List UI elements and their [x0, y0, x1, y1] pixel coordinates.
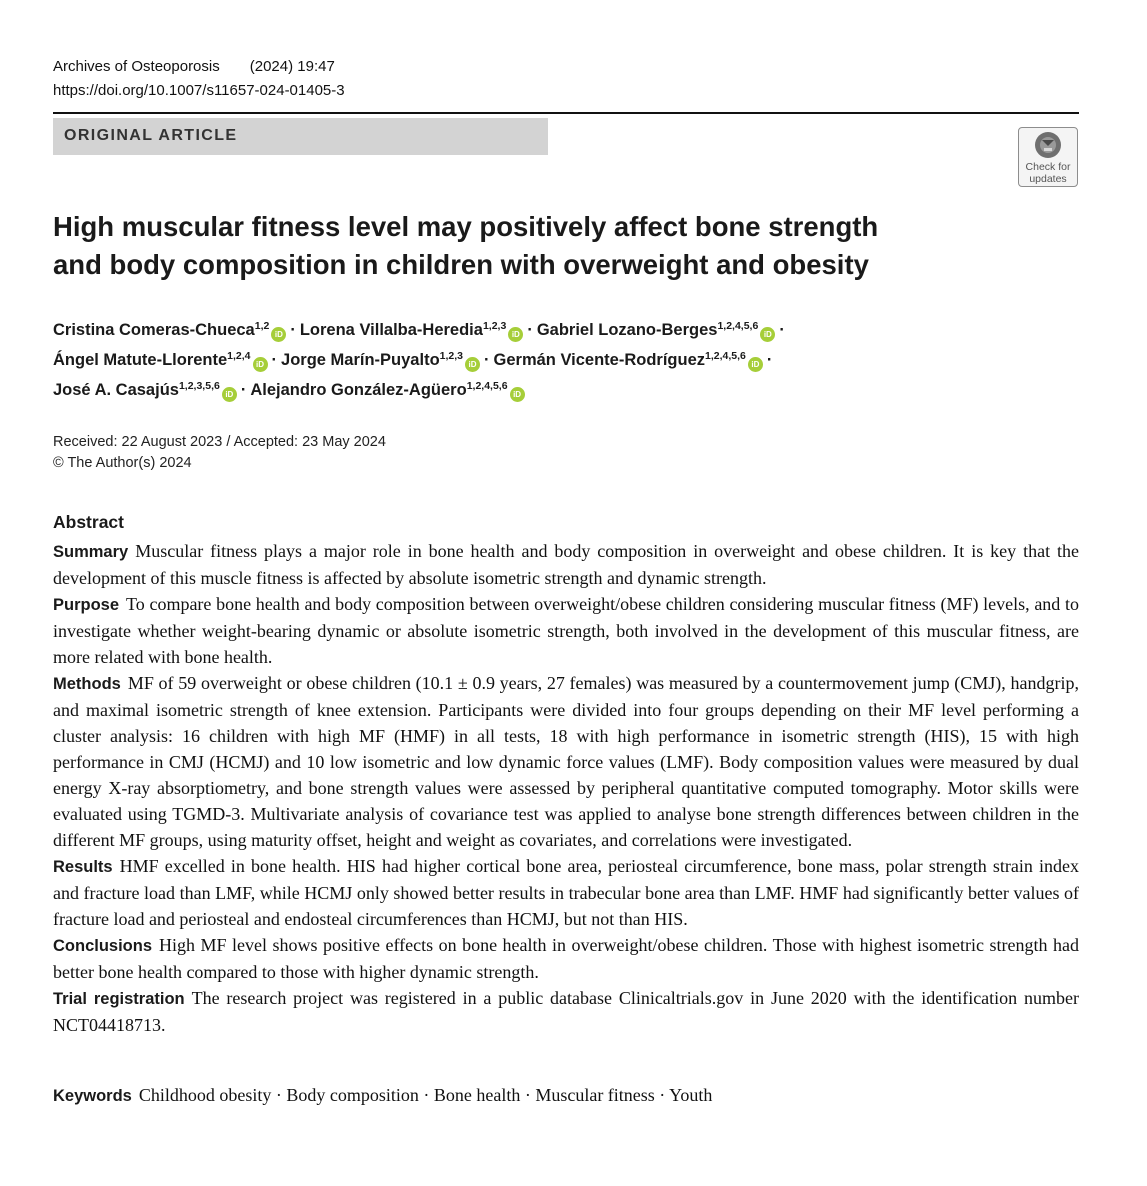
author-name: Cristina Comeras-Chueca: [53, 321, 255, 339]
abstract-section-label: Methods: [53, 675, 121, 693]
article-type-banner: [53, 118, 548, 155]
abstract-section-label: Purpose: [53, 596, 120, 614]
orcid-icon[interactable]: iD: [760, 327, 775, 342]
article-type-label: ORIGINAL ARTICLE: [64, 127, 238, 144]
abstract-section: [53, 932, 1079, 985]
abstract-body: [53, 538, 1079, 1038]
journal-volume: (2024) 19:47: [249, 58, 335, 75]
check-updates-icon: [1034, 131, 1062, 159]
author-name: Jorge Marín-Puyalto: [281, 351, 440, 369]
abstract-section: [53, 591, 1079, 670]
keywords-line: [53, 1082, 1079, 1109]
abstract-section-text: Muscular fitness plays a major role in bone health and body composition in overweight and obese children. It is key that the development of this muscle fitness is affected by absolute isometric strength and dynamic strength.: [53, 541, 1079, 588]
orcid-icon[interactable]: iD: [510, 387, 525, 402]
author-affiliation: 1,2,3: [482, 320, 507, 332]
author-separator: ·: [240, 381, 247, 399]
author-separator: ·: [527, 321, 533, 339]
author-separator: ·: [484, 351, 490, 369]
abstract-section: [53, 853, 1079, 932]
article-title: High muscular fitness level may positively affect bone strength and body composition in children with overweight and obesity: [53, 211, 879, 280]
abstract-section-text: High MF level shows positive effects on bone health in overweight/obese children. Those with highest isometric strength had better bone health compared to those with higher dynamic strength.: [53, 935, 1079, 982]
abstract-section: [53, 670, 1079, 853]
author-name: Alejandro González-Agüero: [250, 381, 467, 399]
received-accepted-dates: Received: 22 August 2023 / Accepted: 23 May 2024: [53, 434, 386, 450]
abstract-section-label: Conclusions: [53, 937, 153, 955]
author-name: Ángel Matute-Llorente: [53, 351, 228, 369]
abstract-section-text: To compare bone health and body composition between overweight/obese children considering muscular fitness (MF) levels, and to investigate whether weight-bearing dynamic or absolute isometric strength, both involved in the development of this muscular fitness, are more related with bone health.: [53, 594, 1079, 667]
author-affiliation: 1,2,4,5,6: [705, 350, 746, 362]
orcid-icon[interactable]: iD: [508, 327, 523, 342]
copyright-notice: © The Author(s) 2024: [53, 455, 192, 471]
author-affiliation: 1,2,4: [227, 350, 251, 362]
abstract-section-text: HMF excelled in bone health. HIS had higher cortical bone area, periosteal circumference, bone mass, polar strength strain index and fracture load than LMF, while HCMJ only showed better results in trabecular bone area than LMF. HMF had significantly better values of fracture load and periosteal and endosteal circumferences than HCMJ, but not than HIS.: [53, 856, 1079, 929]
doi-link[interactable]: https://doi.org/10.1007/s11657-024-01405-3: [53, 82, 345, 99]
keywords-label: Keywords: [53, 1087, 132, 1105]
check-updates-text-2: updates: [1029, 173, 1067, 185]
check-for-updates-badge[interactable]: [1018, 127, 1078, 187]
author-list: [53, 313, 1093, 403]
keywords-text: Childhood obesity · Body composition · Bone health · Muscular fitness · Youth: [138, 1085, 713, 1105]
header-rule: [53, 112, 1079, 114]
journal-header: [53, 58, 335, 75]
orcid-icon[interactable]: iD: [271, 327, 286, 342]
abstract-section-text: MF of 59 overweight or obese children (10.1 ± 0.9 years, 27 females) was measured by a countermovement jump (CMJ), handgrip, and maximal isometric strength of knee extension. Participants were divided into four groups depending on their MF level performing a cluster analysis: 16 children with high MF (HMF) in all tests, 18 with high performance in isometric strength (HIS), 15 with high performance in CMJ (HCMJ) and 10 low isometric and low dynamic force values (LMF). Body composition values were measured by dual energy X-ray absorptiometry, and bone strength values were assessed by peripheral quantitative computed tomography. Motor skills were evaluated using TGMD-3. Multivariate analysis of covariance test was applied to analyse bone strength differences between children in the different MF groups, using maturity offset, height and weight as covariates, and correlations were investigated.: [53, 673, 1079, 850]
orcid-icon[interactable]: iD: [748, 357, 763, 372]
abstract-section-label: Summary: [53, 543, 129, 561]
abstract-section-label: Trial registration: [53, 990, 185, 1008]
author-separator: ·: [290, 321, 296, 339]
abstract-heading: Abstract: [53, 512, 124, 532]
author-name: Gabriel Lozano-Berges: [536, 321, 718, 339]
author-separator: ·: [779, 321, 785, 339]
author-name: José A. Casajús: [53, 381, 179, 399]
orcid-icon[interactable]: iD: [222, 387, 237, 402]
author-affiliation: 1,2,4,5,6: [717, 320, 759, 332]
orcid-icon[interactable]: iD: [253, 357, 268, 372]
author-affiliation: 1,2,3: [439, 350, 464, 362]
orcid-icon[interactable]: iD: [465, 357, 480, 372]
journal-name: Archives of Osteoporosis: [53, 58, 220, 75]
abstract-section: [53, 538, 1079, 591]
author-name: Germán Vicente-Rodríguez: [493, 351, 706, 369]
author-name: Lorena Villalba-Heredia: [299, 321, 483, 339]
abstract-section-label: Results: [53, 858, 113, 876]
author-separator: ·: [271, 351, 278, 369]
check-updates-text-1: Check for: [1025, 161, 1071, 173]
author-affiliation: 1,2,4,5,6: [466, 380, 508, 392]
author-affiliation: 1,2: [254, 320, 270, 332]
abstract-section-text: The research project was registered in a public database Clinicaltrials.gov in June 2020 with the identification number NCT04418713.: [53, 988, 1079, 1035]
author-separator: ·: [766, 351, 773, 369]
author-affiliation: 1,2,3,5,6: [178, 380, 220, 392]
abstract-section: [53, 985, 1079, 1038]
